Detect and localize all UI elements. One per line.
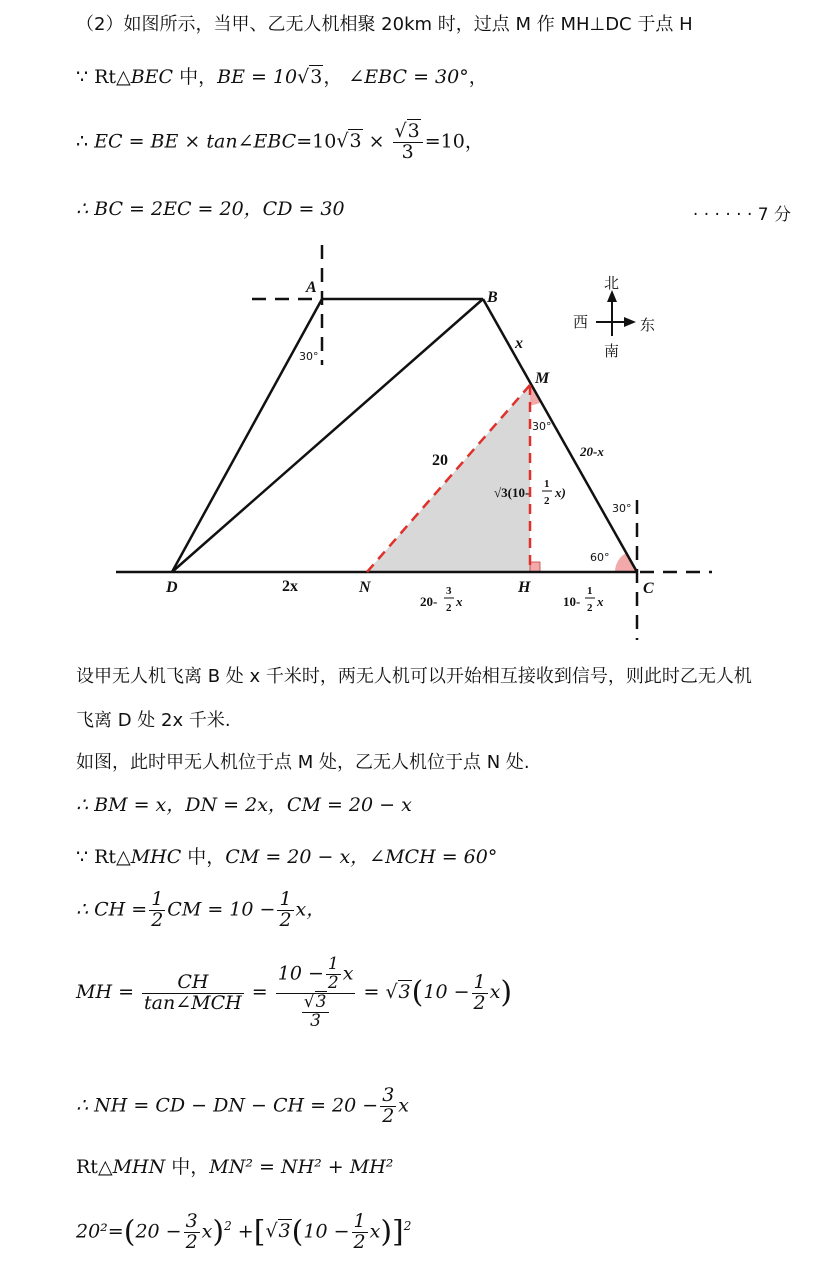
angle-m-label: 30° bbox=[532, 420, 552, 433]
angle-c-60-arc bbox=[615, 553, 637, 572]
compass-east-arrow bbox=[624, 317, 636, 327]
angle-a-label: 30° bbox=[299, 350, 319, 363]
given-line-bec: ∵ Rt△BEC 中，BE = 10√3， ∠EBC = 30°， bbox=[76, 66, 488, 88]
label-h: H bbox=[518, 579, 531, 596]
ec-calculation: ∴ EC = BE × tan∠EBC=10√3 × $\frac{√3}{3}$ =10， bbox=[76, 120, 484, 163]
label-nh-den: 2 bbox=[446, 602, 452, 614]
label-a: A bbox=[306, 279, 317, 296]
label-mh-post: x) bbox=[555, 485, 566, 500]
label-nh-post: x bbox=[456, 594, 463, 609]
label-nh-num: 3 bbox=[446, 585, 452, 597]
equation-mh: MH = $\frac{CH}{\text{tan∠MCH}}$ = 10 − $\frac{1}{2}$ x $\frac{√3}{3}$ = √3(10 − $\frac{1}{2}$ x) bbox=[76, 954, 513, 1031]
angle-c2-label: 60° bbox=[590, 551, 610, 564]
equation-bm-dn-cm: ∴ BM = x，DN = 2x，CM = 20 − x bbox=[76, 794, 412, 816]
label-hc-post: x bbox=[597, 594, 604, 609]
equation-mhn-pythagoras: Rt△MHN 中，MN² = NH² + MH² bbox=[76, 1156, 394, 1178]
label-c: C bbox=[643, 580, 654, 597]
compass-south: 南 bbox=[604, 342, 620, 360]
compass-east: 东 bbox=[640, 316, 656, 334]
label-mh-den: 2 bbox=[544, 495, 550, 507]
equation-final: 20²=(20 − $\frac{3}{2}$ x)$^2$ +[√3(10 − $\frac{1}{2}$ x)]$^2$ bbox=[76, 1210, 412, 1253]
angle-m-30-arc bbox=[530, 385, 541, 405]
paragraph-2: 飞离 D 处 2x 千米. bbox=[76, 710, 231, 731]
geometry-diagram bbox=[0, 238, 837, 648]
label-mh-num: 1 bbox=[544, 478, 550, 490]
label-hc-num: 1 bbox=[587, 585, 593, 597]
label-2x: 2x bbox=[282, 578, 298, 595]
label-n: N bbox=[359, 579, 371, 596]
label-hc-den: 2 bbox=[587, 602, 593, 614]
label-hc-pre: 10- bbox=[563, 594, 581, 609]
label-20: 20 bbox=[432, 452, 448, 469]
label-mh-pre: √3(10- bbox=[494, 485, 530, 500]
equation-mhc-triangle: ∵ Rt△MHC 中，CM = 20 − x，∠MCH = 60° bbox=[76, 846, 498, 868]
label-b: B bbox=[487, 289, 498, 306]
compass bbox=[573, 274, 655, 360]
segment-ad bbox=[172, 299, 322, 572]
right-angle-h bbox=[530, 562, 540, 572]
equation-ch: ∴ CH = $\frac{1}{2}$ CM = 10 − $\frac{1}{2}$ x， bbox=[76, 888, 326, 931]
score-marker: · · · · · · 7 分 bbox=[692, 205, 791, 225]
label-m: M bbox=[535, 370, 550, 387]
compass-north: 北 bbox=[604, 274, 620, 292]
paragraph-1: 设甲无人机飞离 B 处 x 千米时，两无人机可以开始相互接收到信号，则此时乙无人机 bbox=[76, 666, 752, 687]
label-nh-pre: 20- bbox=[420, 594, 438, 609]
equation-nh: ∴ NH = CD − DN − CH = 20 − $\frac{3}{2}$ x bbox=[76, 1084, 410, 1127]
paragraph-3: 如图，此时甲无人机位于点 M 处，乙无人机位于点 N 处. bbox=[76, 752, 530, 773]
compass-west: 西 bbox=[573, 313, 589, 331]
label-d: D bbox=[166, 579, 178, 596]
label-20-x: 20-x bbox=[580, 444, 604, 459]
angle-c1-label: 30° bbox=[612, 502, 632, 515]
label-x: x bbox=[515, 335, 523, 352]
bc-cd-result: ∴ BC = 2EC = 20，CD = 30 bbox=[76, 198, 345, 220]
heading: （2）如图所示，当甲、乙无人机相聚 20km 时，过点 M 作 MH⊥DC 于点 H bbox=[76, 14, 693, 35]
